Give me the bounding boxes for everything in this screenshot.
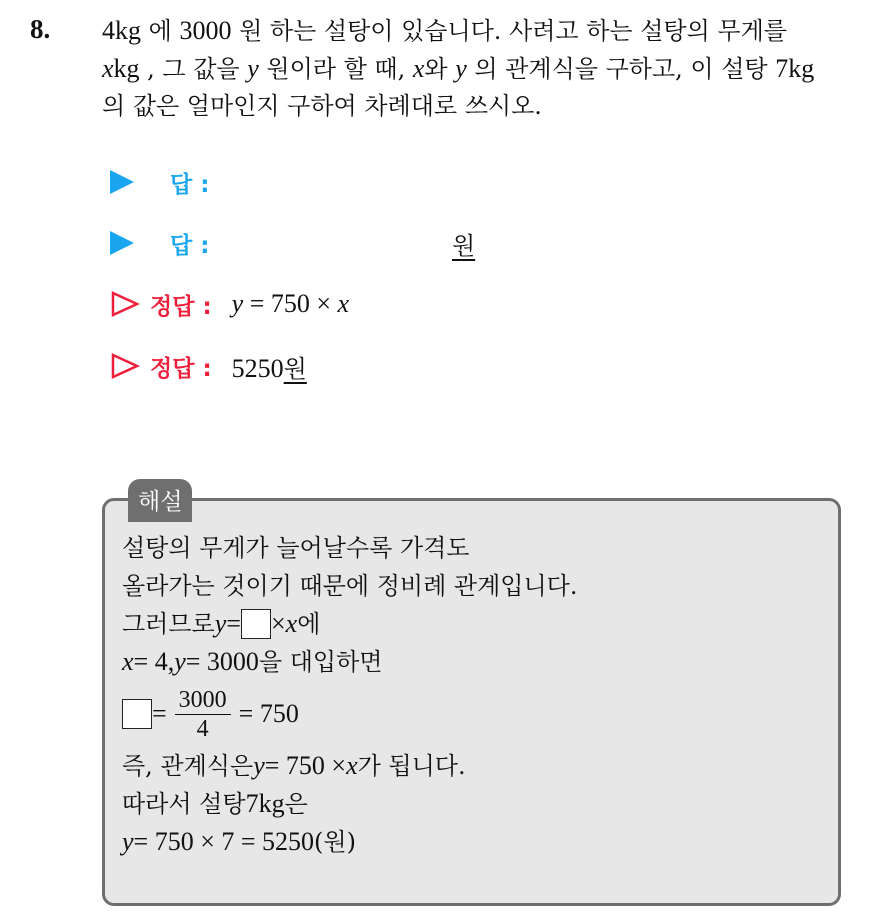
correct-label: 정답 :: [150, 355, 212, 382]
answer-label: 답 :: [170, 171, 210, 198]
text-segment: 와: [424, 55, 456, 83]
var-y: y: [214, 609, 227, 638]
explanation-line-6: [122, 747, 577, 785]
text-segment: 원이라 할 때,: [258, 55, 413, 83]
correct-label: 정답 :: [150, 293, 212, 320]
play-arrow-icon: [110, 231, 134, 255]
answer-unit: 원: [452, 231, 476, 260]
unit-kg: kg: [115, 16, 141, 45]
correct-row-2: [110, 346, 307, 386]
formula-part: = 3000: [185, 647, 259, 676]
price-value: 5250: [231, 353, 284, 383]
unit-kg: kg: [113, 54, 140, 83]
explanation-line-1: 설탕의 무게가 늘어날수록 가격도: [122, 534, 470, 562]
fraction-denominator: 4: [196, 715, 209, 742]
text-segment: 은: [284, 790, 308, 818]
var-x: x: [337, 289, 350, 318]
var-x: x: [346, 751, 358, 780]
var-y: y: [174, 647, 186, 676]
explanation-line-7: [122, 785, 577, 823]
var-y: y: [253, 751, 265, 780]
play-arrow-icon: [110, 170, 134, 194]
formula-part: = 750 ×: [243, 289, 338, 318]
text-segment: 의 관계식을 구하고, 이 설탕: [466, 55, 776, 83]
unit-kg: kg: [258, 789, 285, 818]
question-line-2: [102, 50, 872, 88]
fraction: [175, 686, 231, 743]
formula-part: = 4,: [133, 647, 175, 676]
text-segment: 원 하는 설탕이 있습니다. 사려고 하는 설탕의 무게를: [231, 17, 787, 45]
var-x: x: [285, 609, 298, 638]
formula-part: =: [152, 699, 167, 728]
var-y: y: [231, 289, 244, 318]
var-x: x: [412, 54, 425, 83]
text-segment: 에: [141, 17, 180, 45]
explanation-line-5: [122, 681, 577, 747]
question-line-1: [102, 12, 872, 50]
text-segment: 그러므로: [122, 610, 215, 638]
explanation-line-4: [122, 643, 577, 681]
formula-part: = 750 ×: [264, 751, 347, 780]
formula-part: =: [226, 609, 241, 638]
correct-row-1: [110, 284, 349, 324]
text-segment: 을 대입하면: [258, 648, 383, 676]
var-x: x: [122, 647, 134, 676]
weight-value: 4: [102, 16, 115, 45]
price-unit: 원: [283, 354, 307, 383]
explanation-line-2: 올라가는 것이기 때문에 정비례 관계입니다.: [122, 572, 578, 600]
correct-price: [232, 349, 307, 384]
unit-kg: kg: [788, 54, 815, 83]
answer-label: 답 :: [170, 232, 210, 259]
text-segment: 따라서 설탕: [122, 790, 246, 818]
weight-value: 7: [245, 789, 259, 818]
var-y: y: [122, 827, 134, 856]
formula-part: = 750: [238, 699, 299, 728]
text-segment: (원): [314, 828, 356, 856]
var-y: y: [247, 54, 259, 83]
answer-row-2: [110, 223, 490, 263]
text-segment: 가 됩니다.: [357, 752, 466, 780]
blank-box: [122, 699, 152, 729]
explanation-line-3: [122, 605, 577, 643]
explanation-tag: 해설: [128, 479, 192, 522]
var-x: x: [102, 54, 114, 83]
explanation-line-8: [122, 823, 577, 861]
question-text: [102, 12, 872, 125]
formula-part: ×: [270, 609, 286, 638]
weight-value: 7: [775, 54, 789, 83]
var-y: y: [455, 54, 467, 83]
text-segment: 에: [297, 610, 321, 638]
explanation-content: [122, 529, 577, 861]
price-value: 3000: [179, 16, 232, 45]
text-segment: , 그 값을: [139, 55, 248, 83]
formula-part: = 750 × 7 = 5250: [133, 827, 315, 856]
correct-formula: [232, 289, 349, 319]
answer-row-1: [110, 162, 209, 202]
outline-arrow-icon: [110, 352, 140, 380]
outline-arrow-icon: [110, 290, 140, 318]
question-line-3: 의 값은 얼마인지 구하여 차례대로 쓰시오.: [102, 92, 542, 120]
fraction-numerator: 3000: [175, 686, 231, 715]
text-segment: 즉, 관계식은: [122, 752, 254, 780]
question-number: 8.: [30, 14, 51, 44]
blank-box: [241, 609, 271, 639]
